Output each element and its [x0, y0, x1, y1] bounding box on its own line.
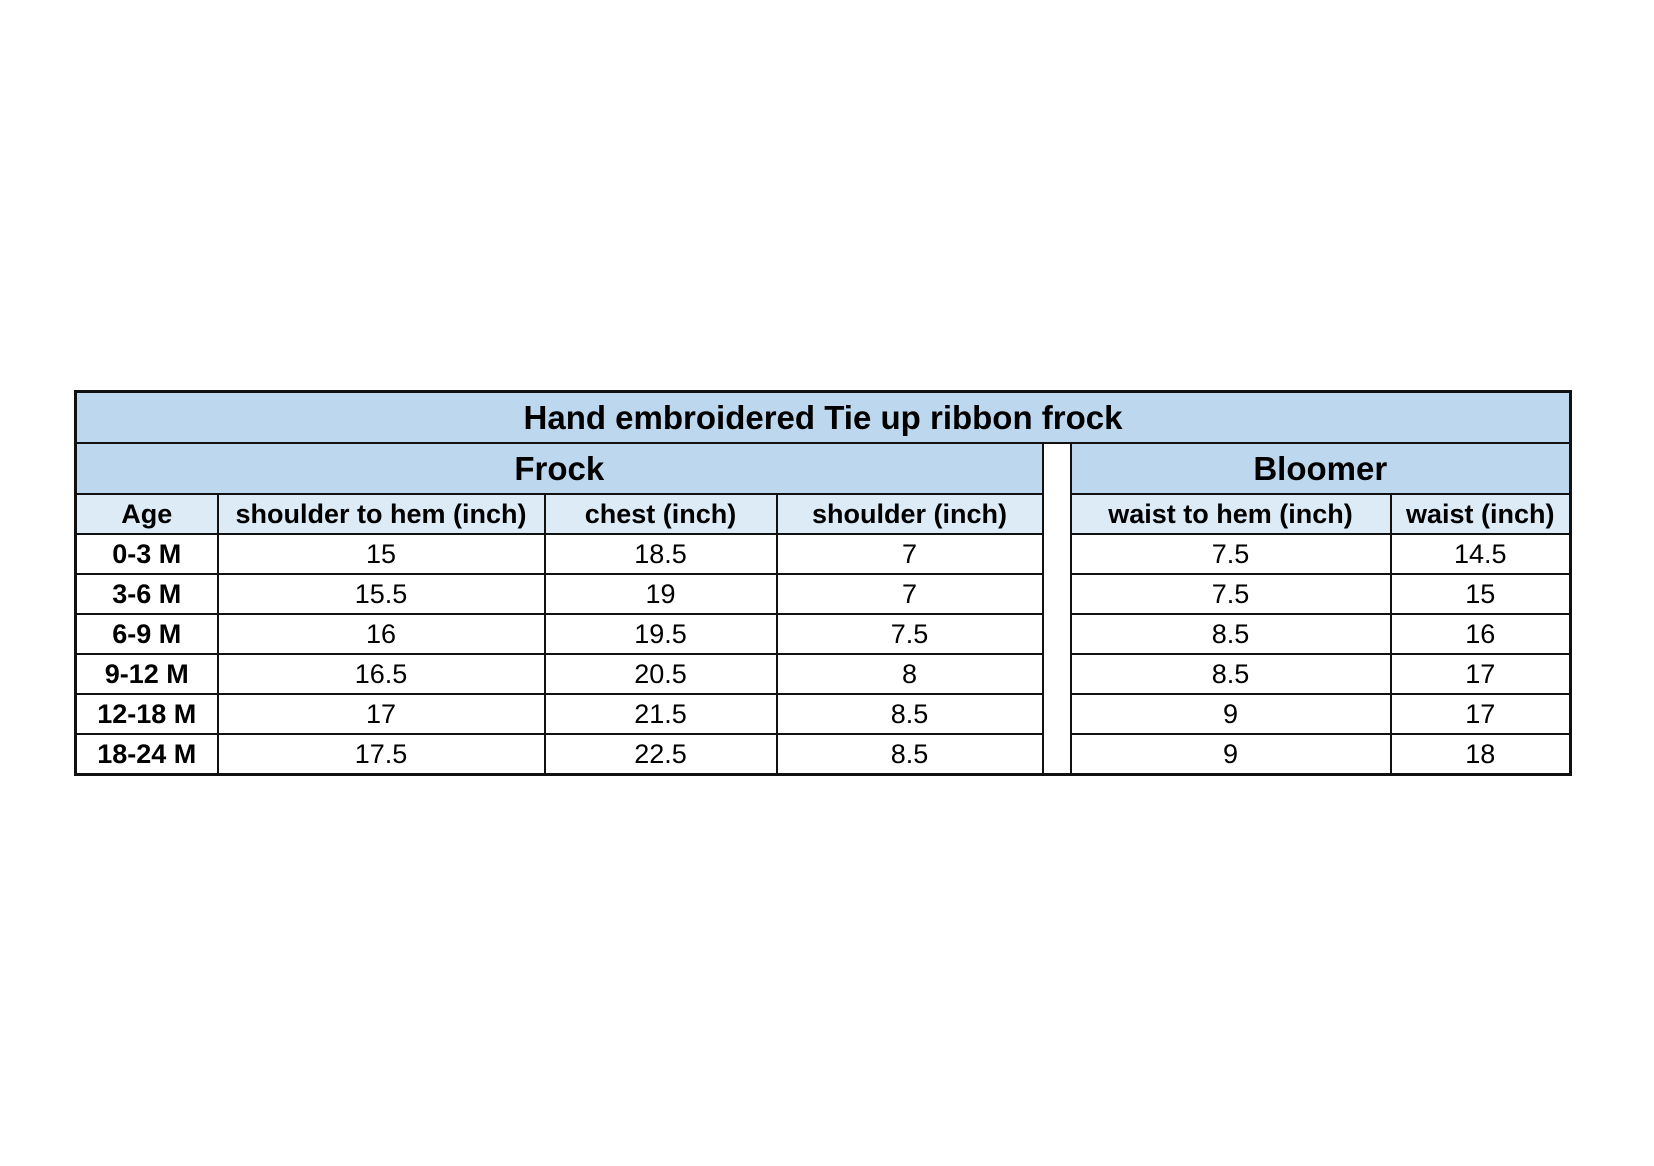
waist-to-hem-cell: 7.5: [1071, 574, 1391, 614]
age-cell: 18-24 M: [76, 734, 218, 775]
chest-cell: 19: [545, 574, 777, 614]
size-chart-table: [74, 390, 1572, 776]
shoulder-to-hem-cell: 17.5: [218, 734, 545, 775]
table-row: [76, 534, 1571, 574]
col-header-shoulder: shoulder (inch): [777, 494, 1043, 534]
waist-cell: 17: [1391, 654, 1571, 694]
chest-cell: 20.5: [545, 654, 777, 694]
col-header-waist-to-hem: waist to hem (inch): [1071, 494, 1391, 534]
chest-cell: 18.5: [545, 534, 777, 574]
table-row: [76, 614, 1571, 654]
chart-title: Hand embroidered Tie up ribbon frock: [76, 392, 1571, 444]
shoulder-cell: 7: [777, 534, 1043, 574]
shoulder-to-hem-cell: 17: [218, 694, 545, 734]
column-header-row: [76, 494, 1571, 534]
age-cell: 3-6 M: [76, 574, 218, 614]
age-cell: 9-12 M: [76, 654, 218, 694]
col-header-chest: chest (inch): [545, 494, 777, 534]
shoulder-cell: 7: [777, 574, 1043, 614]
shoulder-to-hem-cell: 15.5: [218, 574, 545, 614]
age-cell: 12-18 M: [76, 694, 218, 734]
col-header-shoulder-to-hem: shoulder to hem (inch): [218, 494, 545, 534]
age-cell: 6-9 M: [76, 614, 218, 654]
waist-cell: 18: [1391, 734, 1571, 775]
waist-to-hem-cell: 7.5: [1071, 534, 1391, 574]
waist-cell: 17: [1391, 694, 1571, 734]
chest-cell: 19.5: [545, 614, 777, 654]
waist-to-hem-cell: 9: [1071, 694, 1391, 734]
bloomer-group-header: Bloomer: [1071, 443, 1571, 494]
waist-to-hem-cell: 8.5: [1071, 654, 1391, 694]
waist-cell: 15: [1391, 574, 1571, 614]
group-header-row: [76, 443, 1571, 494]
waist-to-hem-cell: 9: [1071, 734, 1391, 775]
col-header-waist: waist (inch): [1391, 494, 1571, 534]
waist-cell: 14.5: [1391, 534, 1571, 574]
col-header-age: Age: [76, 494, 218, 534]
shoulder-to-hem-cell: 15: [218, 534, 545, 574]
table-row: [76, 654, 1571, 694]
table-row: [76, 694, 1571, 734]
shoulder-cell: 8.5: [777, 734, 1043, 775]
title-row: [76, 392, 1571, 444]
shoulder-to-hem-cell: 16: [218, 614, 545, 654]
shoulder-cell: 7.5: [777, 614, 1043, 654]
chest-cell: 21.5: [545, 694, 777, 734]
group-separator: [1043, 443, 1071, 775]
shoulder-cell: 8.5: [777, 694, 1043, 734]
shoulder-to-hem-cell: 16.5: [218, 654, 545, 694]
waist-cell: 16: [1391, 614, 1571, 654]
table-row: [76, 734, 1571, 775]
frock-group-header: Frock: [76, 443, 1043, 494]
waist-to-hem-cell: 8.5: [1071, 614, 1391, 654]
chest-cell: 22.5: [545, 734, 777, 775]
shoulder-cell: 8: [777, 654, 1043, 694]
age-cell: 0-3 M: [76, 534, 218, 574]
table-row: [76, 574, 1571, 614]
